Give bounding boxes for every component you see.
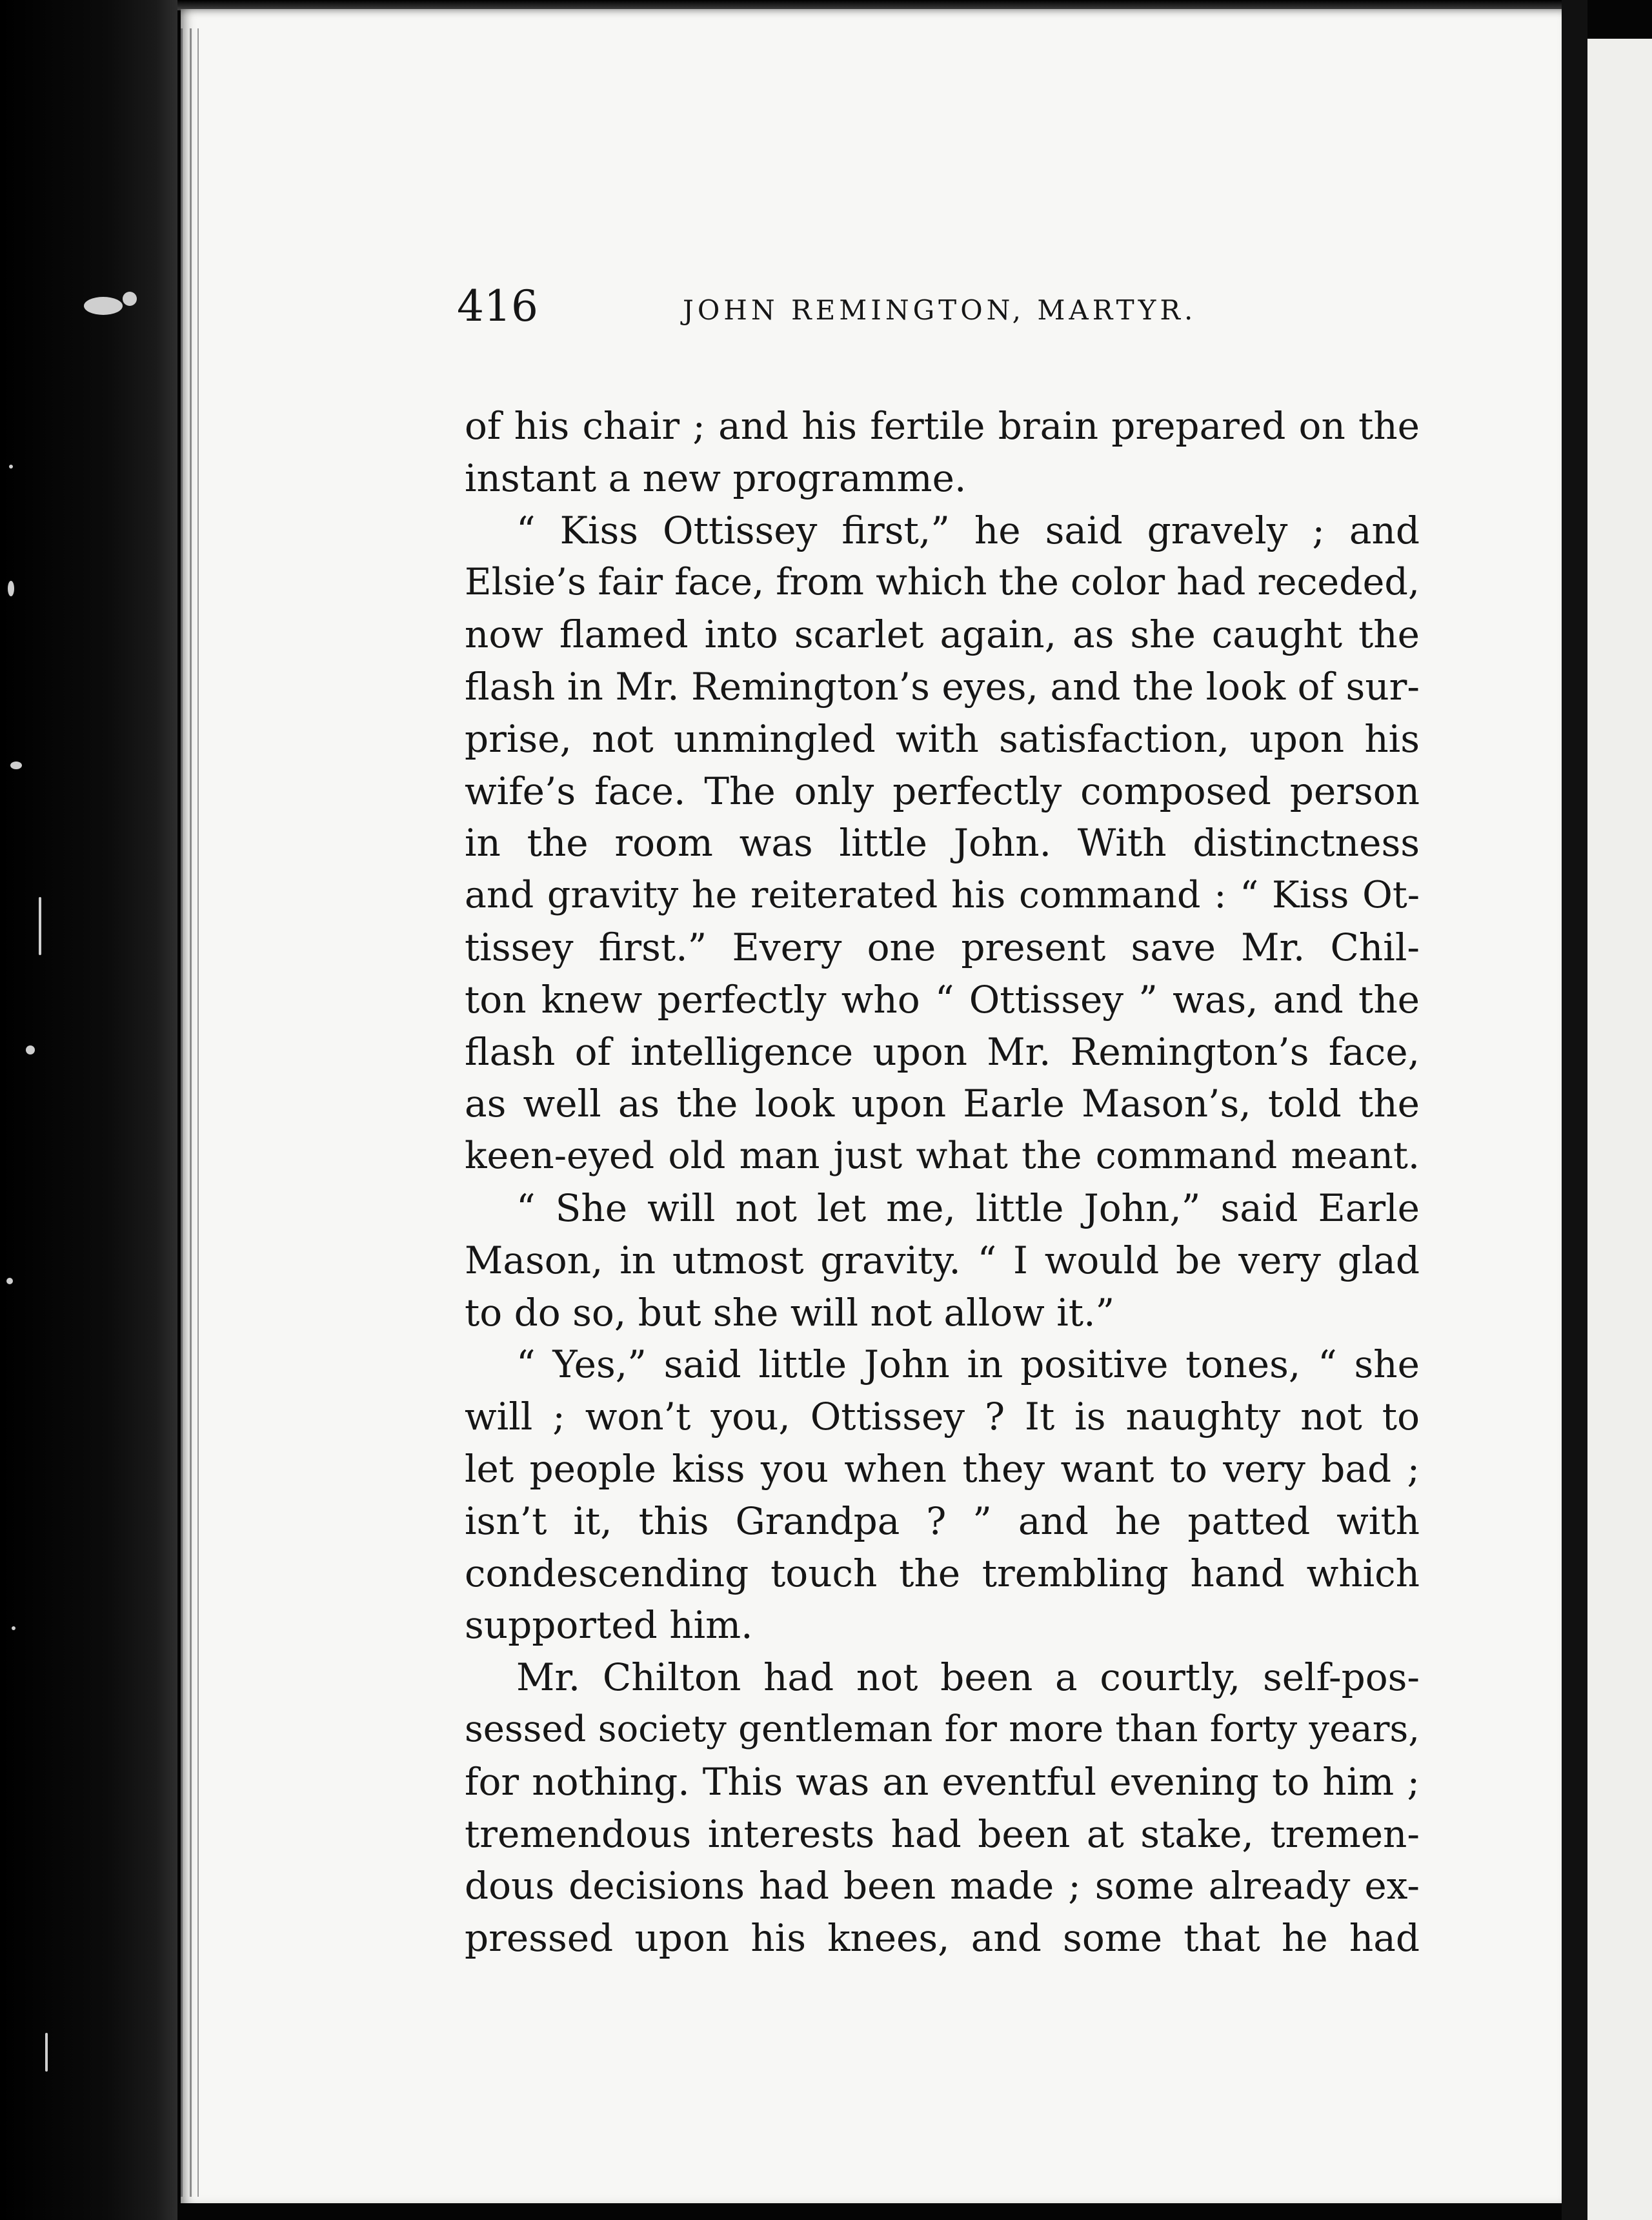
text-line: sessed society gentleman for more than forty years, [465,1708,1420,1750]
text-line: tissey first.” Every one present save Mr. Chil- [465,925,1420,969]
margin-speck [10,762,22,769]
margin-speck [9,465,13,469]
text-line: isn’t it, this Grandpa ? ” and he patted with [465,1498,1420,1543]
margin-speck [39,897,41,955]
text-line: pressed upon his knees, and some that he had [465,1916,1420,1961]
text-line: flash in Mr. Remington’s eyes, and the look of sur- [465,664,1420,709]
text-line: condescending touch the trembling hand which [465,1551,1420,1595]
text-line: flash of intelligence upon Mr. Remington’s face, [465,1029,1420,1074]
text-line: ton knew perfectly who “ Ottissey ” was, and the [465,977,1420,1022]
text-line: Mason, in utmost gravity. “ I would be very glad [465,1238,1420,1282]
text-line: tremendous interests had been at stake, tremen- [465,1811,1420,1856]
text-line: keen-eyed old man just what the command meant. [465,1135,1420,1178]
margin-speck [6,1278,13,1284]
margin-speck [123,292,137,306]
running-head: JOHN REMINGTON, MARTYR. [683,294,1197,326]
text-line: of his chair ; and his fertile brain prepared on the [465,404,1420,448]
text-line: to do so, but she will not allow it.” [465,1290,1115,1335]
text-line: supported him. [465,1603,753,1648]
text-line: in the room was little John. With distinctness [465,821,1420,865]
page-number: 416 [457,281,538,331]
text-line: wife’s face. The only perfectly composed person [465,769,1420,813]
gutter-line [197,28,199,2197]
text-line: Elsie’s fair face, from which the color had receded, [465,561,1420,604]
text-line: let people kiss you when they want to very bad ; [465,1446,1420,1491]
text-line: “ Kiss Ottissey first,” he said gravely ; and [516,508,1420,552]
text-line: now flamed into scarlet again, as she caught the [465,612,1420,657]
right-binding-shadow [1562,0,1587,2220]
text-line: instant a new programme. [465,456,967,500]
page-header [457,274,1412,339]
adjacent-page-edge [1587,39,1652,2220]
text-line: as well as the look upon Earle Mason’s, told the [465,1082,1420,1126]
margin-speck [12,1626,15,1630]
text-line: prise, not unmingled with satisfaction, upon his [465,716,1420,761]
margin-speck [84,297,123,315]
gutter-line [181,28,183,2197]
text-line: and gravity he reiterated his command : “ Kiss Ot- [465,874,1420,917]
text-line: for nothing. This was an eventful evening to him ; [465,1759,1420,1804]
text-line: “ Yes,” said little John in positive tones, “ she [516,1342,1420,1387]
text-line: “ She will not let me, little John,” said Earle [516,1186,1420,1230]
text-line: dous decisions had been made ; some already ex- [465,1864,1420,1908]
text-line: will ; won’t you, Ottissey ? It is naughty not to [465,1395,1420,1439]
gutter-line [190,28,192,2197]
margin-speck [8,581,14,596]
scanner-left-margin [0,0,177,2220]
body-text [465,400,1420,1964]
margin-speck [45,2033,48,2072]
margin-speck [26,1045,35,1054]
text-line: Mr. Chilton had not been a courtly, self-pos- [516,1655,1420,1700]
